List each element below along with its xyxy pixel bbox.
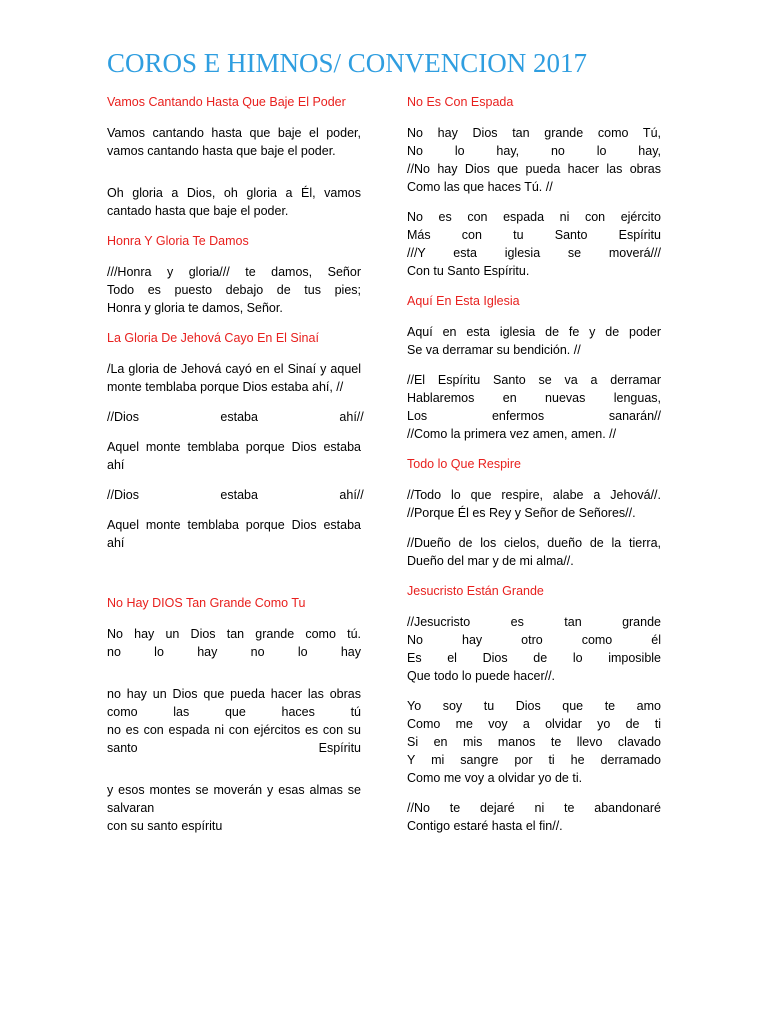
lyric-line: Más con tu Santo Espíritu <box>407 228 661 242</box>
lyric-line: no lo hay no lo hay <box>107 645 361 659</box>
lyric-line: Los enfermos sanarán// <box>407 409 661 423</box>
lyric-line: No lo hay, no lo hay, <box>407 144 661 158</box>
lyric-line: //Dueño de los cielos, dueño de la tierra, <box>407 536 661 550</box>
verse <box>107 360 361 396</box>
lyric-line: //Como la primera vez amen, amen. // <box>407 427 617 441</box>
verse <box>407 697 661 787</box>
hymn-title: No Hay DIOS Tan Grande Como Tu <box>107 596 306 610</box>
lyric-line: ///Y esta iglesia se moverá/// <box>407 246 661 260</box>
hymn-title: Vamos Cantando Hasta Que Baje El Poder <box>107 95 346 109</box>
hymn-aqui-en-esta-iglesia <box>407 292 661 443</box>
hymn-title: Jesucristo Están Grande <box>407 584 544 598</box>
verse <box>107 408 364 426</box>
hymn-no-hay-dios <box>107 594 361 835</box>
hymn-no-es-con-espada <box>407 93 661 280</box>
lyric-line: Se va derramar su bendición. // <box>407 343 581 357</box>
hymn-title: Honra Y Gloria Te Damos <box>107 234 249 248</box>
hymn-title: Todo lo Que Respire <box>407 457 521 471</box>
verse <box>107 438 361 474</box>
right-column <box>407 93 661 847</box>
verse <box>107 516 361 552</box>
lyric-line: Como las que haces Tú. // <box>407 180 553 194</box>
lyric-line: No hay Dios tan grande como Tú, <box>407 126 661 140</box>
lyric-line: /La gloria de Jehová cayó en el Sinaí y aquel <box>107 362 361 376</box>
hymn-title: Aquí En Esta Iglesia <box>407 294 520 308</box>
verse <box>107 781 361 835</box>
verse <box>407 486 661 522</box>
lyric-line: Hablaremos en nuevas lenguas, <box>407 391 661 405</box>
left-column <box>107 93 364 847</box>
lyric-line: Contigo estaré hasta el fin//. <box>407 819 563 833</box>
lyric-line: //No te dejaré ni te abandonaré <box>407 801 661 815</box>
lyric-line: como las que haces tú <box>107 705 361 719</box>
lyric-line: No hay un Dios tan grande como tú. <box>107 627 361 641</box>
lyric-line: Es el Dios de lo imposible <box>407 651 661 665</box>
hymn-la-gloria-de-jehova <box>107 329 364 552</box>
lyric-line: ///Honra y gloria/// te damos, Señor <box>107 265 361 279</box>
lyric-line: No hay otro como él <box>407 633 661 647</box>
lyric-line: Aquí en esta iglesia de fe y de poder <box>407 325 661 339</box>
verse <box>107 184 361 220</box>
lyric-line: //Porque Él es Rey y Señor de Señores//. <box>407 506 636 520</box>
verse <box>407 613 661 685</box>
lyric-line: Honra y gloria te damos, Señor. <box>107 301 283 315</box>
lyric-line: vamos cantando hasta que baje el poder. <box>107 144 336 158</box>
lyric-line: con su santo espíritu <box>107 819 223 833</box>
lyric-line: ahí <box>107 536 125 550</box>
lyric-line: Si en mis manos te llevo clavado <box>407 735 661 749</box>
lyric-line: //Jesucristo es tan grande <box>407 615 661 629</box>
lyric-line: no hay un Dios que pueda hacer las obras <box>107 687 361 701</box>
lyric-line: Vamos cantando hasta que baje el poder, <box>107 126 361 140</box>
lyric-line: cantado hasta que baje el poder. <box>107 204 289 218</box>
verse <box>407 534 661 570</box>
lyric-line: monte temblaba porque Dios estaba ahí, // <box>107 380 344 394</box>
lyric-line: Dueño del mar y de mi alma//. <box>407 554 574 568</box>
hymn-jesucristo-es-tan-grande <box>407 582 661 835</box>
lyric-line: Oh gloria a Dios, oh gloria a Él, vamos <box>107 186 361 200</box>
lyric-line: Todo es puesto debajo de tus pies; <box>107 283 361 297</box>
verse <box>407 371 661 443</box>
verse <box>107 486 364 504</box>
lyric-line: //Dios estaba ahí// <box>107 488 364 502</box>
verse <box>407 323 661 359</box>
lyric-line: y esos montes se moverán y esas almas se <box>107 783 361 797</box>
verse <box>107 685 361 757</box>
hymn-todo-lo-que-respire <box>407 455 661 570</box>
lyric-line: salvaran <box>107 801 155 815</box>
lyric-line: //Dios estaba ahí// <box>107 410 364 424</box>
verse <box>107 625 361 661</box>
lyric-line: Aquel monte temblaba porque Dios estaba <box>107 518 361 532</box>
lyric-line: Y mi sangre por ti he derramado <box>407 753 661 767</box>
lyric-line: Que todo lo puede hacer//. <box>407 669 556 683</box>
verse <box>107 263 361 317</box>
lyric-line: Aquel monte temblaba porque Dios estaba <box>107 440 361 454</box>
verse <box>407 208 661 280</box>
lyric-line: santo Espíritu <box>107 741 361 755</box>
lyric-line: //No hay Dios que pueda hacer las obras <box>407 162 661 176</box>
hymn-title: La Gloria De Jehová Cayo En El Sinaí <box>107 331 319 345</box>
lyric-line: //Todo lo que respire, alabe a Jehová//. <box>407 488 661 502</box>
verse <box>407 124 661 196</box>
lyric-line: Como me voy a olvidar yo de ti. <box>407 771 583 785</box>
hymn-vamos-cantando <box>107 93 361 220</box>
lyric-line: no es con espada ni con ejércitos es con su <box>107 723 361 737</box>
lyric-line: No es con espada ni con ejército <box>407 210 661 224</box>
lyric-line: //El Espíritu Santo se va a derramar <box>407 373 661 387</box>
document-title: COROS E HIMNOS/ CONVENCION 2017 <box>107 48 588 78</box>
verse <box>107 124 361 160</box>
lyric-line: Como me voy a olvidar yo de ti <box>407 717 661 731</box>
lyric-line: Yo soy tu Dios que te amo <box>407 699 661 713</box>
lyric-line: Con tu Santo Espíritu. <box>407 264 530 278</box>
lyric-line: ahí <box>107 458 125 472</box>
hymn-title: No Es Con Espada <box>407 95 514 109</box>
verse <box>407 799 661 835</box>
hymn-honra-y-gloria <box>107 232 361 317</box>
